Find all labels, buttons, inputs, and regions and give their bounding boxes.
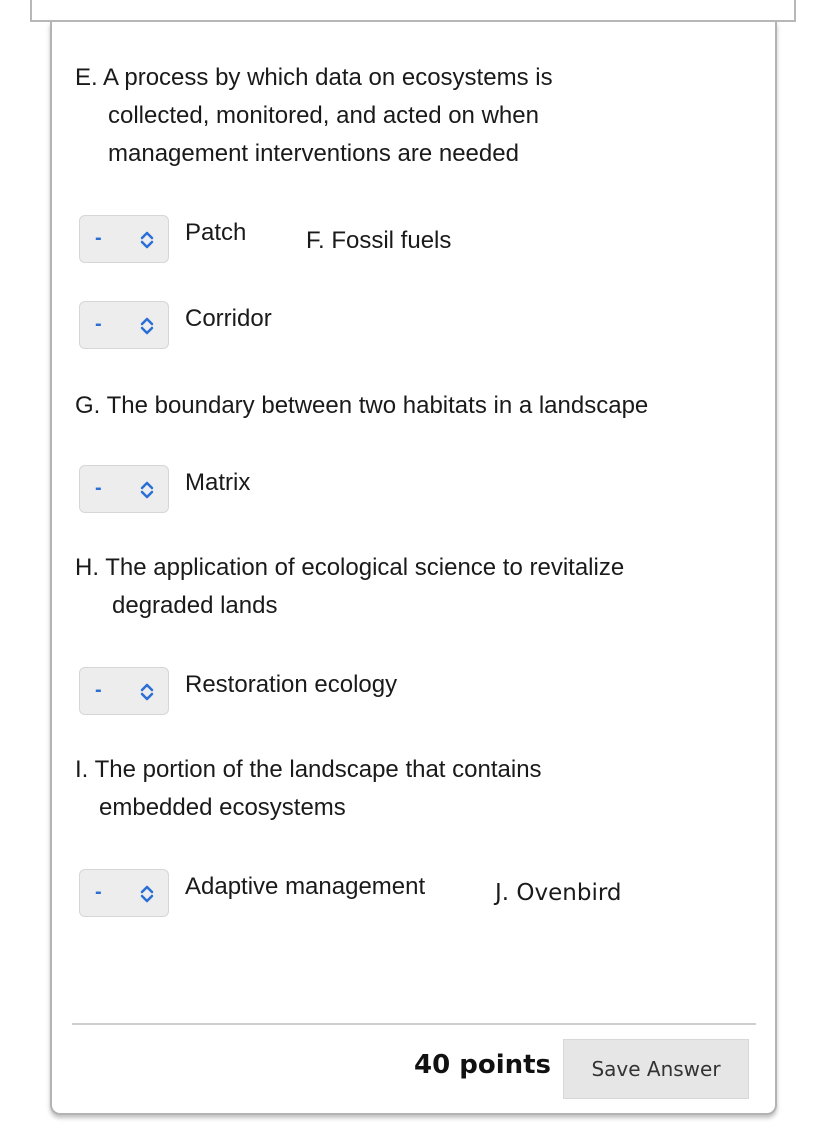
definition-e-line2: collected, monitored, and acted on when bbox=[108, 102, 539, 129]
match-select-restoration-ecology[interactable] bbox=[79, 667, 169, 715]
selected-value: - bbox=[95, 313, 102, 335]
definition-h-line1: H. The application of ecological science to revitalize bbox=[75, 554, 625, 581]
previous-question-card bbox=[30, 0, 796, 22]
definition-g: G. The boundary between two habitats in a landscape bbox=[75, 392, 649, 419]
selected-value: - bbox=[95, 881, 102, 903]
chevron-up-down-icon bbox=[137, 882, 157, 906]
match-select-corridor[interactable] bbox=[79, 301, 169, 349]
term-matrix: Matrix bbox=[185, 469, 251, 496]
term-restoration-ecology: Restoration ecology bbox=[185, 671, 398, 698]
selected-value: - bbox=[95, 227, 102, 249]
definition-f: F. Fossil fuels bbox=[306, 227, 452, 254]
chevron-up-down-icon bbox=[137, 680, 157, 704]
save-answer-button[interactable]: Save Answer bbox=[563, 1039, 749, 1099]
definition-i bbox=[75, 751, 542, 827]
selected-value: - bbox=[95, 679, 102, 701]
definition-h-line2: degraded lands bbox=[112, 592, 278, 619]
points-label: 40 points bbox=[414, 1050, 552, 1080]
definition-j: J. Ovenbird bbox=[495, 880, 622, 906]
footer-divider bbox=[72, 1023, 756, 1025]
match-select-matrix[interactable] bbox=[79, 465, 169, 513]
term-adaptive-management: Adaptive management bbox=[185, 873, 426, 900]
definition-e-line1: E. A process by which data on ecosystems is bbox=[75, 64, 553, 91]
definition-e bbox=[75, 59, 553, 173]
term-corridor: Corridor bbox=[185, 305, 272, 332]
match-select-adaptive-management[interactable] bbox=[79, 869, 169, 917]
match-select-patch[interactable] bbox=[79, 215, 169, 263]
chevron-up-down-icon bbox=[137, 478, 157, 502]
definition-i-line1: I. The portion of the landscape that contains bbox=[75, 756, 542, 783]
chevron-up-down-icon bbox=[137, 228, 157, 252]
selected-value: - bbox=[95, 477, 102, 499]
chevron-up-down-icon bbox=[137, 314, 157, 338]
definition-i-line2: embedded ecosystems bbox=[99, 794, 346, 821]
definition-h bbox=[75, 549, 624, 625]
definition-e-line3: management interventions are needed bbox=[108, 140, 519, 167]
term-patch: Patch bbox=[185, 219, 247, 246]
